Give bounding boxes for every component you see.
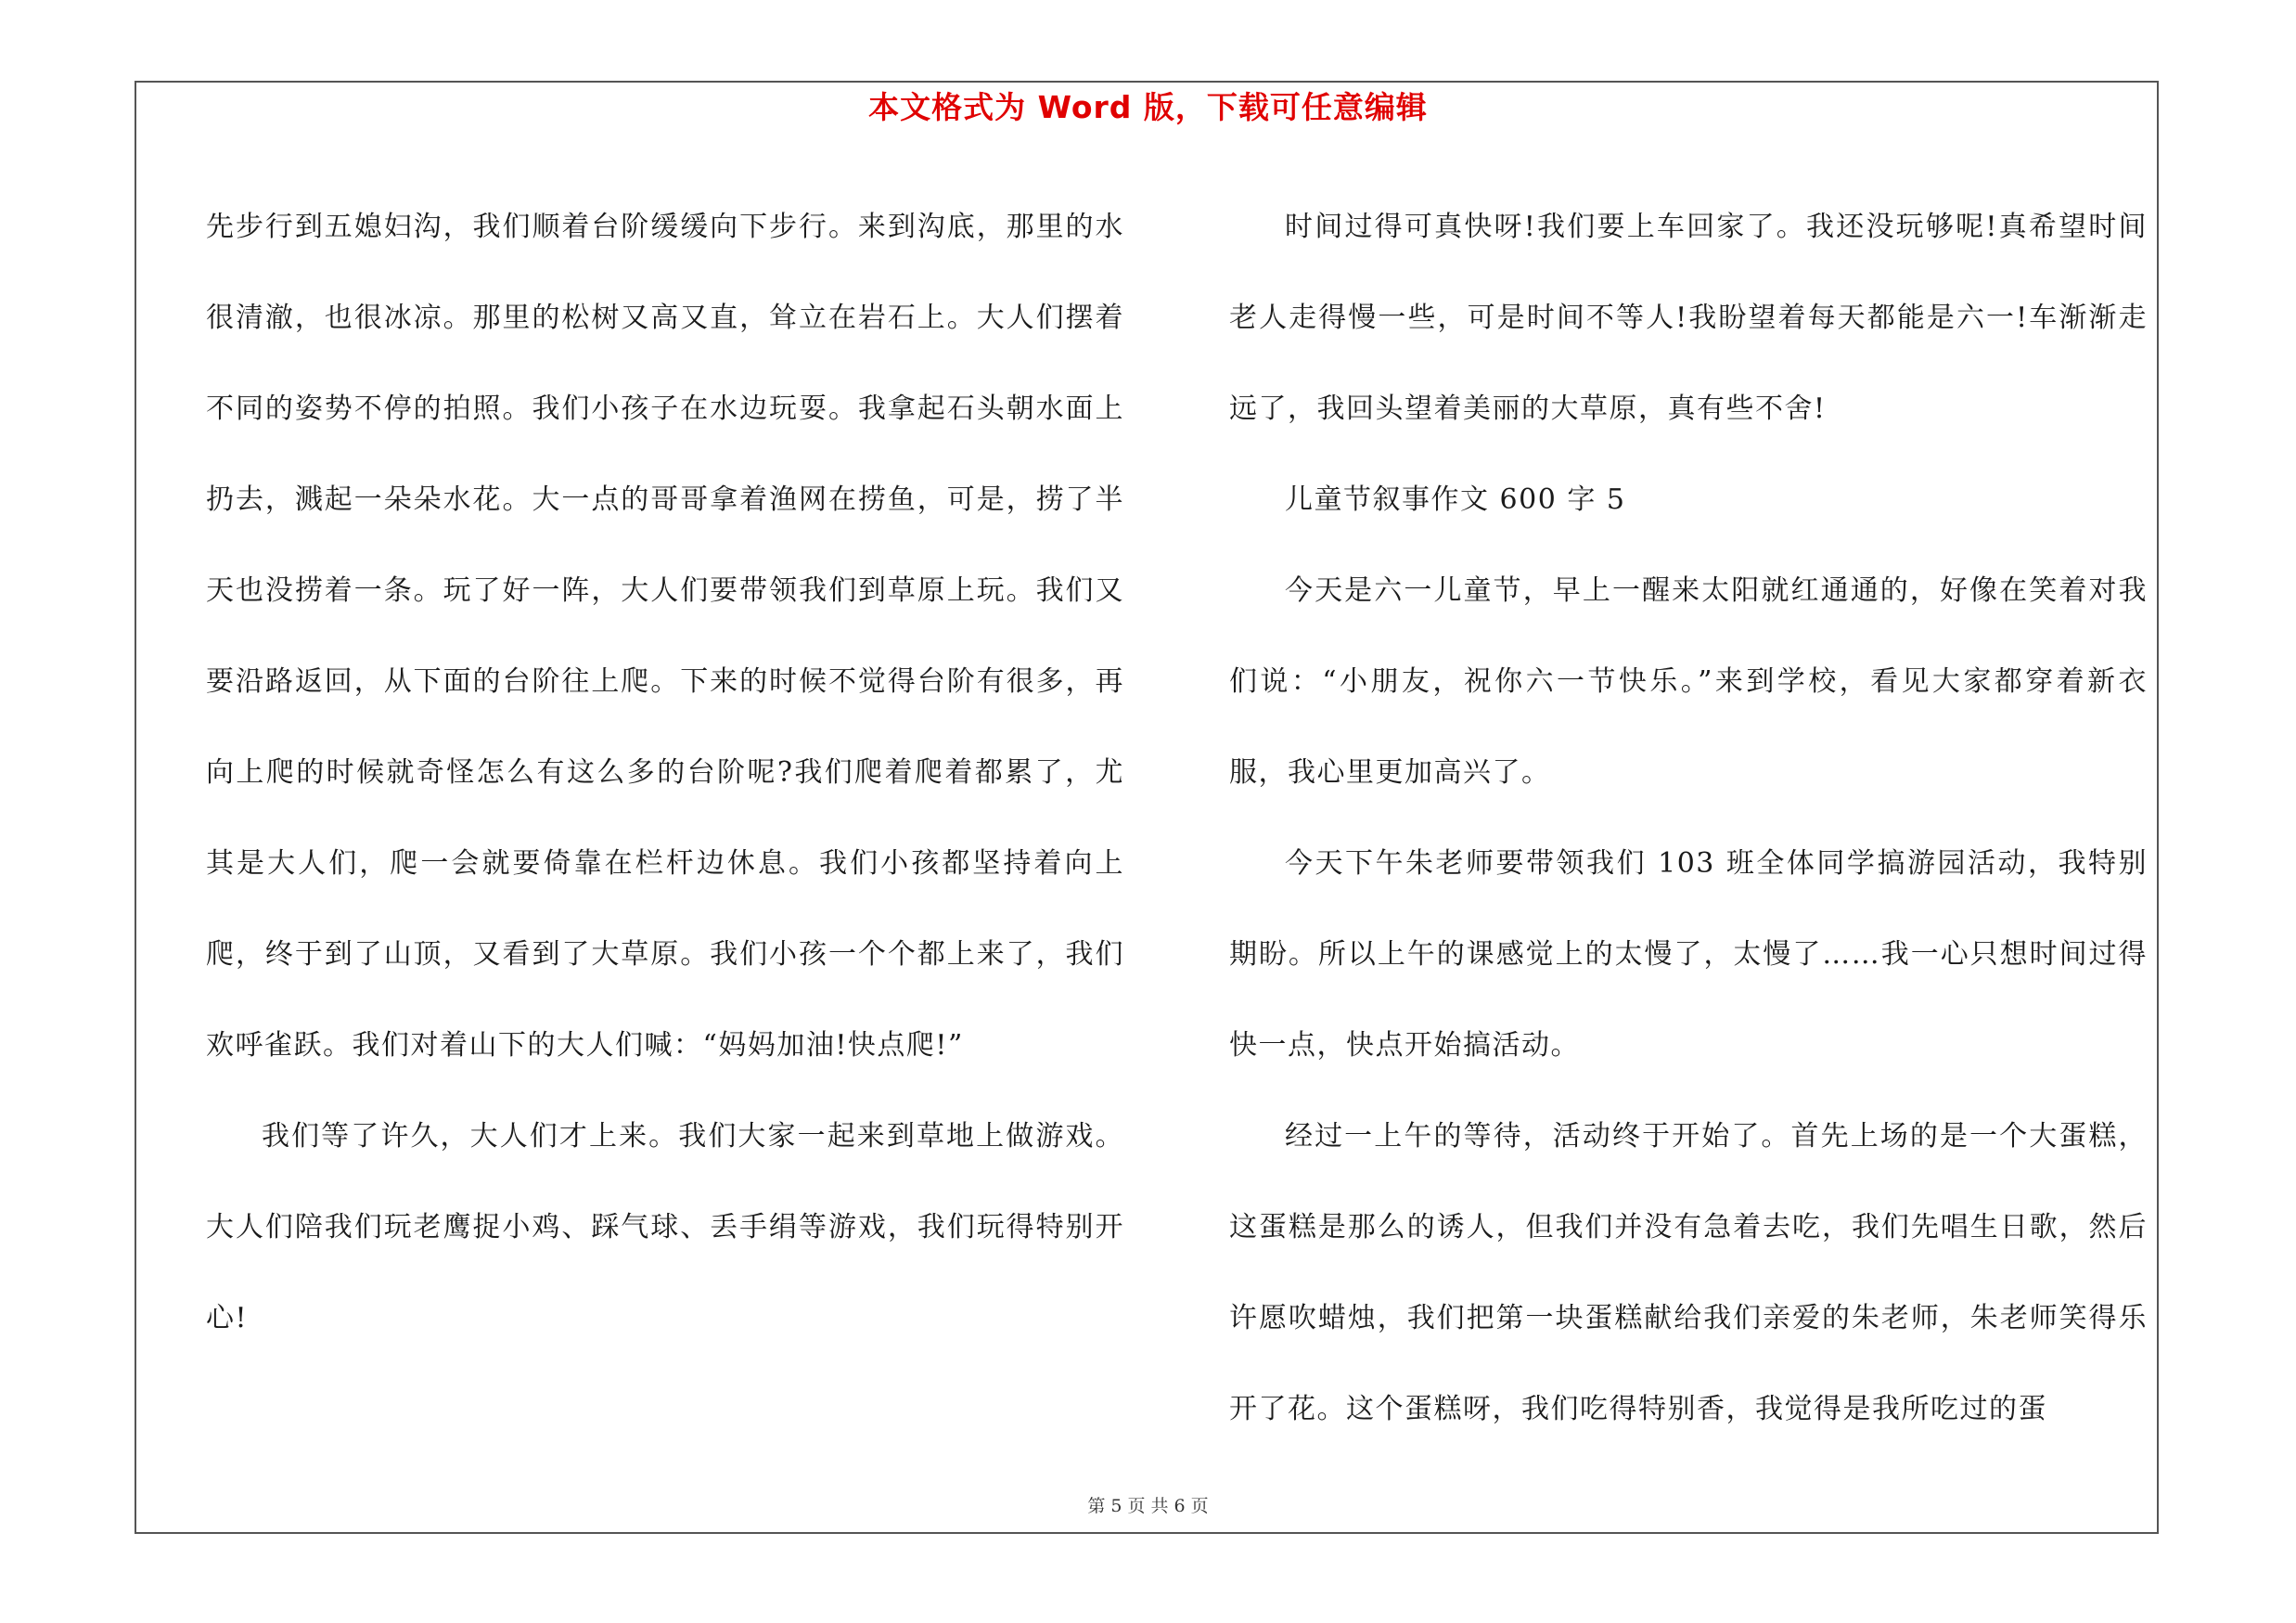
section-heading: 儿童节叙事作文 600 字 5 [1285,483,1626,516]
left-column [206,182,1124,1364]
format-banner: 本文格式为 Word 版，下载可任意编辑 [868,89,1428,125]
paragraph: 今天下午朱老师要带领我们 103 班全体同学搞游园活动，我特别期盼。所以上午的课感觉上的太慢了，太慢了……我一心只想时间过得快一点，快点开始搞活动。 [1229,847,2148,1062]
paragraph: 先步行到五媳妇沟，我们顺着台阶缓缓向下步行。来到沟底，那里的水很清澈，也很冰凉。那里的松树又高又直，耸立在岩石上。大人们摆着不同的姿势不停的拍照。我们小孩子在水边玩耍。我拿起石头朝水面上扔去，溅起一朵朵水花。大一点的哥哥拿着渔网在捞鱼，可是，捞了半天也没捞着一条。玩了好一阵，大人们要带领我们到草原上玩。我们又要沿路返回，从下面的台阶往上爬。下来的时候不觉得台阶有很多，再向上爬的时候就奇怪怎么有这么多的台阶呢?我们爬着爬着都累了，尤其是大人们，爬一会就要倚靠在栏杆边休息。我们小孩都坚持着向上爬，终于到了山顶，又看到了大草原。我们小孩一个个都上来了，我们欢呼雀跃。我们对着山下的大人们喊：“妈妈加油!快点爬!” [206,211,1124,1062]
paragraph: 我们等了许久，大人们才上来。我们大家一起来到草地上做游戏。大人们陪我们玩老鹰捉小鸡、踩气球、丢手绢等游戏，我们玩得特别开心! [206,1120,1124,1334]
page-number-footer: 第 5 页 共 6 页 [1087,1496,1209,1516]
paragraph: 今天是六一儿童节，早上一醒来太阳就红通通的，好像在笑着对我们说：“小朋友，祝你六一节快乐。”来到学校，看见大家都穿着新衣服，我心里更加高兴了。 [1229,574,2148,789]
paragraph: 经过一上午的等待，活动终于开始了。首先上场的是一个大蛋糕，这蛋糕是那么的诱人，但我们并没有急着去吃，我们先唱生日歌，然后许愿吹蜡烛，我们把第一块蛋糕献给我们亲爱的朱老师，朱老师笑得乐开了花。这个蛋糕呀，我们吃得特别香，我觉得是我所吃过的蛋 [1229,1120,2148,1425]
right-column [1229,182,2148,1455]
paragraph: 时间过得可真快呀!我们要上车回家了。我还没玩够呢!真希望时间老人走得慢一些，可是时间不等人!我盼望着每天都能是六一!车渐渐走远了，我回头望着美丽的大草原，真有些不舍! [1229,211,2148,425]
